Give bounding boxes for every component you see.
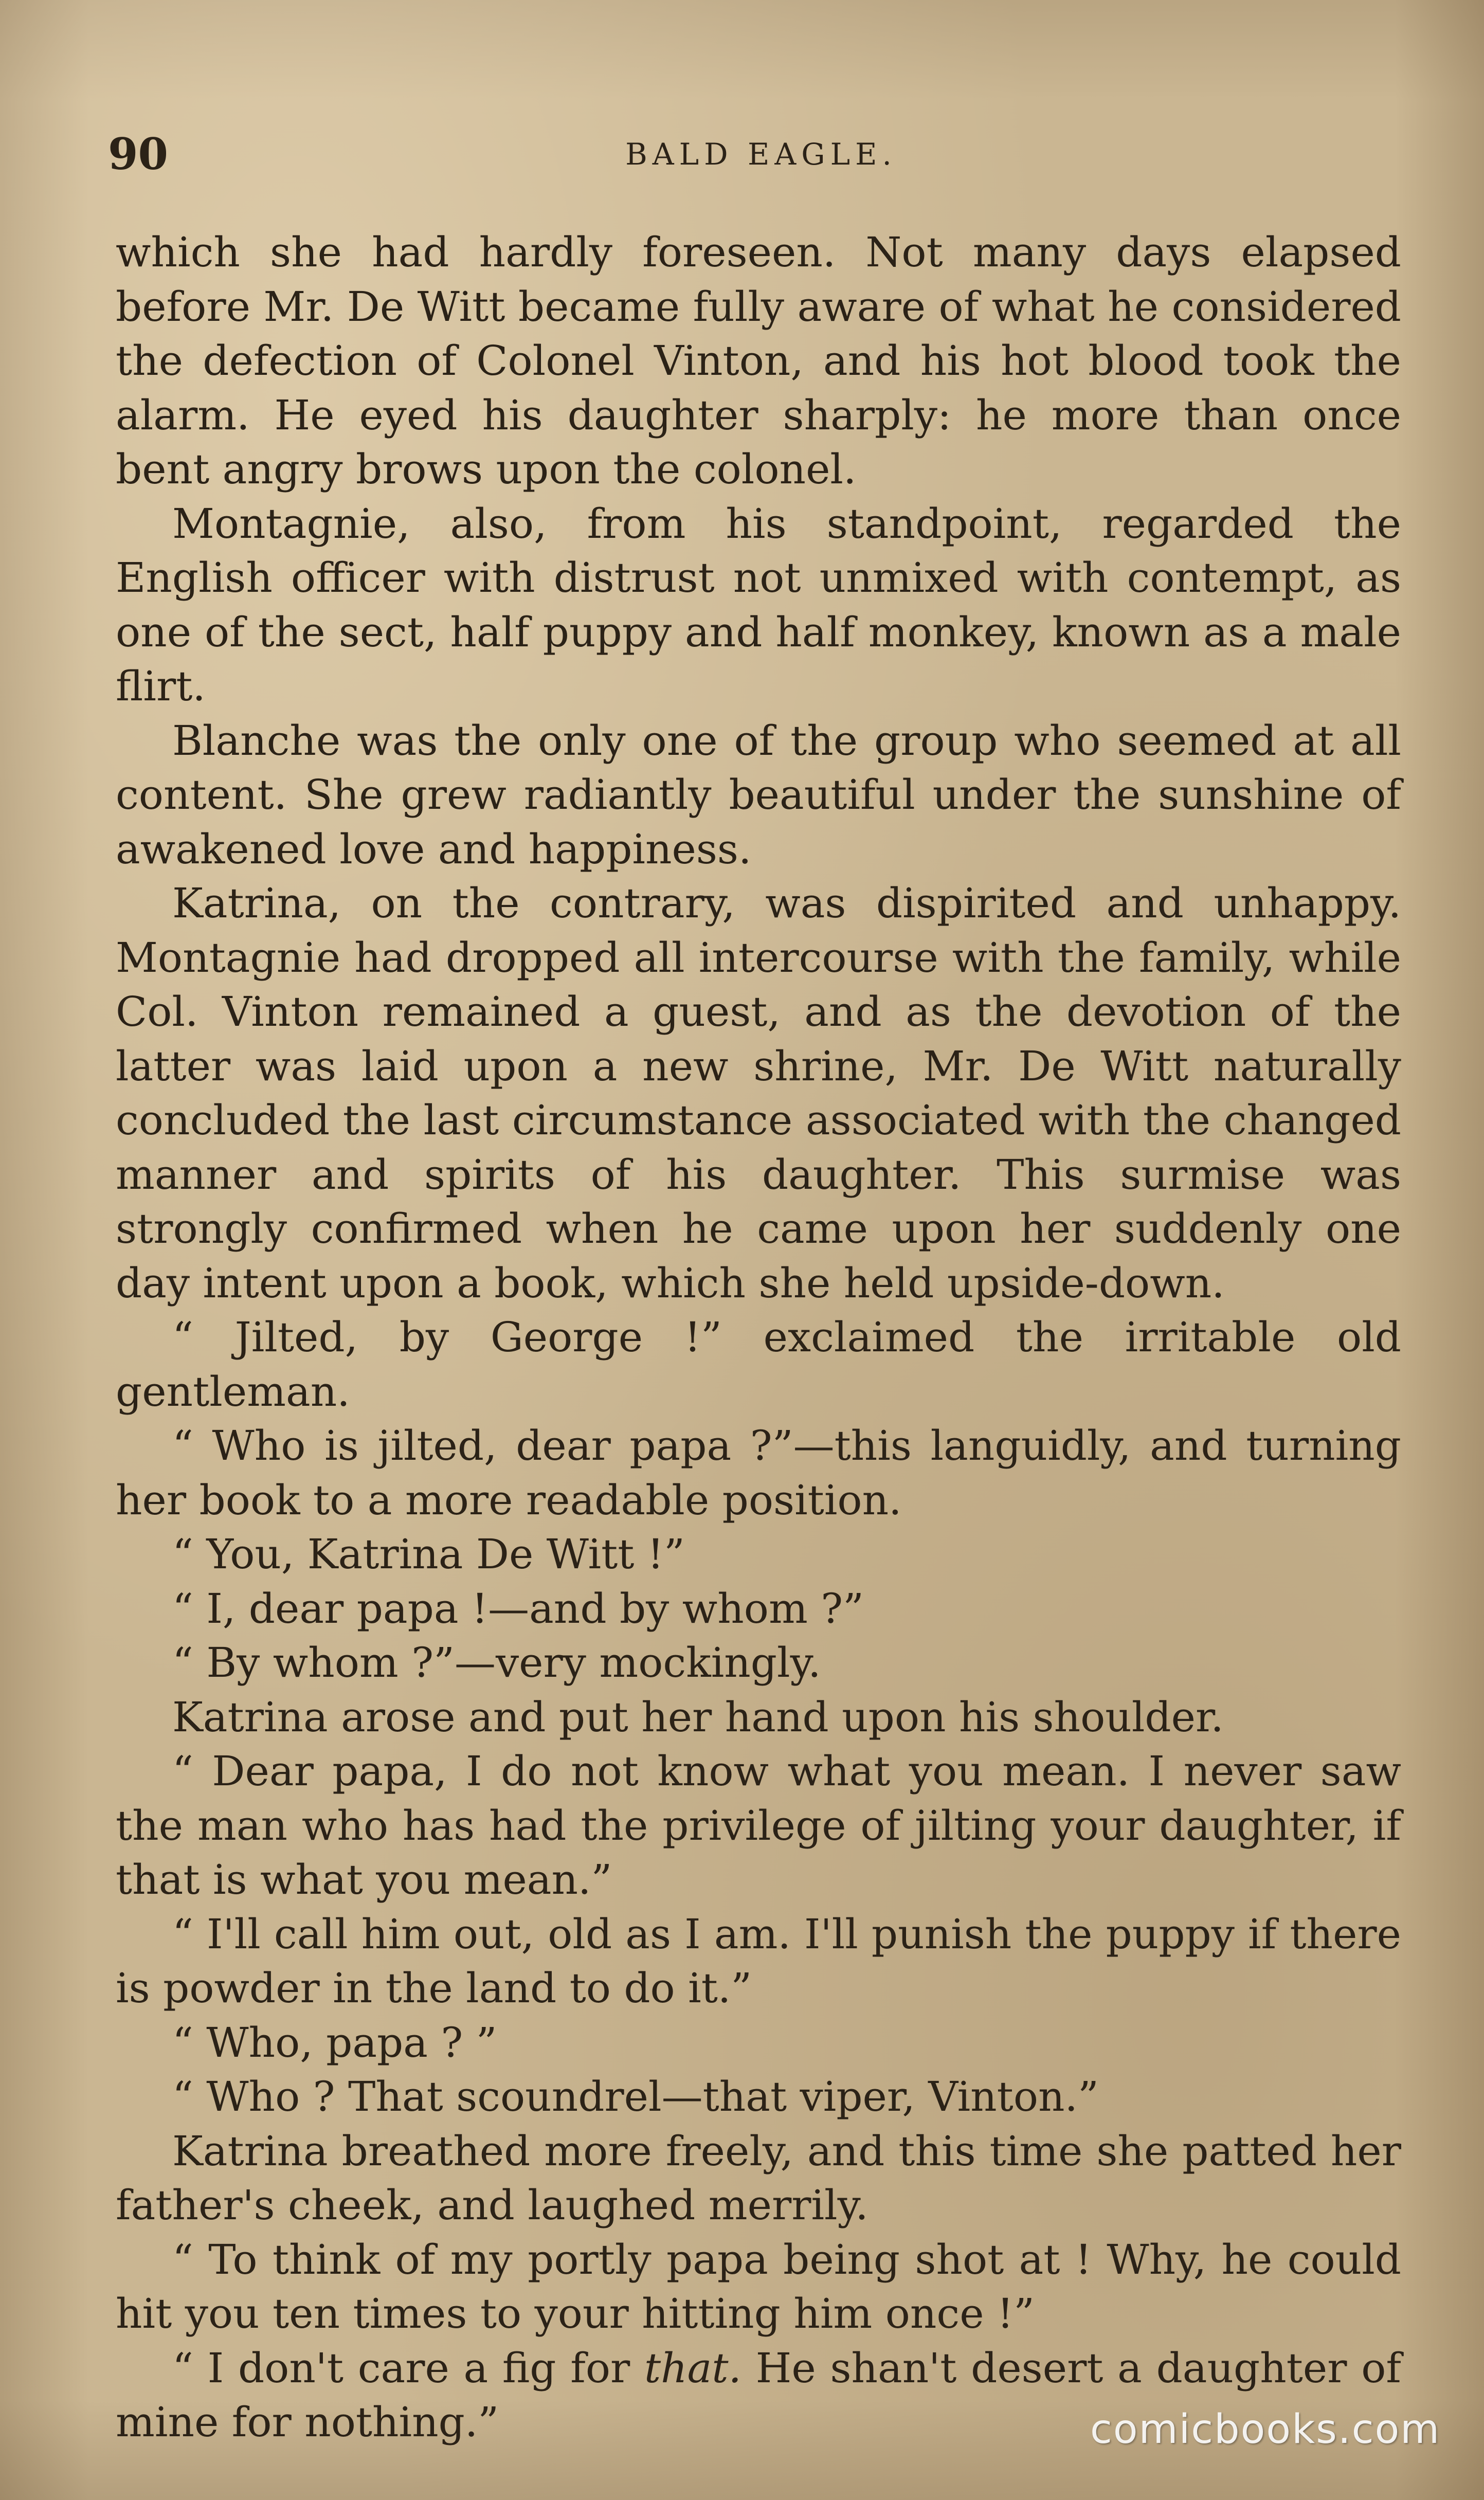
paragraph: which she had hardly foreseen. Not many days elapsed before Mr. De Witt became fully aware of what he considered the defection of Colonel Vinton, and his hot blood took the alarm. He eyed his daughter sharply: he more than once bent angry brows upon the colonel.	[116, 228, 1401, 493]
paragraph: Montagnie, also, from his standpoint, regarded the English officer with distrust not unmixed with contempt, as one of the sect, half puppy and half monkey, known as a male flirt.	[116, 499, 1401, 710]
paragraph: “ You, Katrina De Witt !”	[172, 1530, 685, 1578]
italic-emphasis: that.	[644, 2344, 741, 2392]
paragraph: Blanche was the only one of the group who seemed at all content. She grew radiantly beautiful under the sunshine of awakened love and happiness.	[116, 716, 1401, 873]
page-number: 90	[108, 129, 168, 179]
paragraph: “ Who is jilted, dear papa ?”—this languidly, and turning her book to a more readable position.	[116, 1422, 1401, 1524]
paragraph: “ I, dear papa !—and by whom ?”	[172, 1584, 864, 1633]
running-head	[108, 123, 1414, 185]
paragraph: “ I'll call him out, old as I am. I'll punish the puppy if there is powder in the land to do it.”	[116, 1910, 1401, 2012]
paragraph: “ Who, papa ? ”	[172, 2018, 497, 2067]
text-run: “ I don't care a fig for	[172, 2344, 644, 2392]
text-run: He shan't desert a daughter of mine for nothing.”	[116, 2344, 1401, 2446]
running-title: BALD EAGLE.	[625, 137, 897, 172]
paragraph: “ Who ? That scoundrel—that viper, Vinton.”	[172, 2073, 1099, 2121]
paragraph: “ Jilted, by George !” exclaimed the irritable old gentleman.	[116, 1313, 1401, 1416]
paragraph: “ Dear papa, I do not know what you mean. I never saw the man who has had the privilege of jilting your daughter, if that is what you mean.”	[116, 1747, 1401, 1904]
paragraph: Katrina arose and put her hand upon his shoulder.	[172, 1693, 1224, 1741]
body-text	[116, 225, 1401, 2450]
paragraph: Katrina, on the contrary, was dispirited and unhappy. Montagnie had dropped all intercourse with the family, while Col. Vinton remained a guest, and as the devotion of the latter was laid upon a new shrine, Mr. De Witt naturally concluded the last circumstance associated with the changed manner and spirits of his daughter. This surmise was strongly confirmed when he came upon her suddenly one day intent upon a book, which she held upside-down.	[116, 879, 1401, 1307]
paragraph: Katrina breathed more freely, and this time she patted her father's cheek, and laughed merrily.	[116, 2127, 1401, 2229]
watermark: comicbooks.com	[1090, 2406, 1441, 2453]
paragraph: “ To think of my portly papa being shot at ! Why, he could hit you ten times to your hitting him once !”	[116, 2235, 1401, 2338]
paragraph: “ By whom ?”—very mockingly.	[172, 1639, 821, 1687]
